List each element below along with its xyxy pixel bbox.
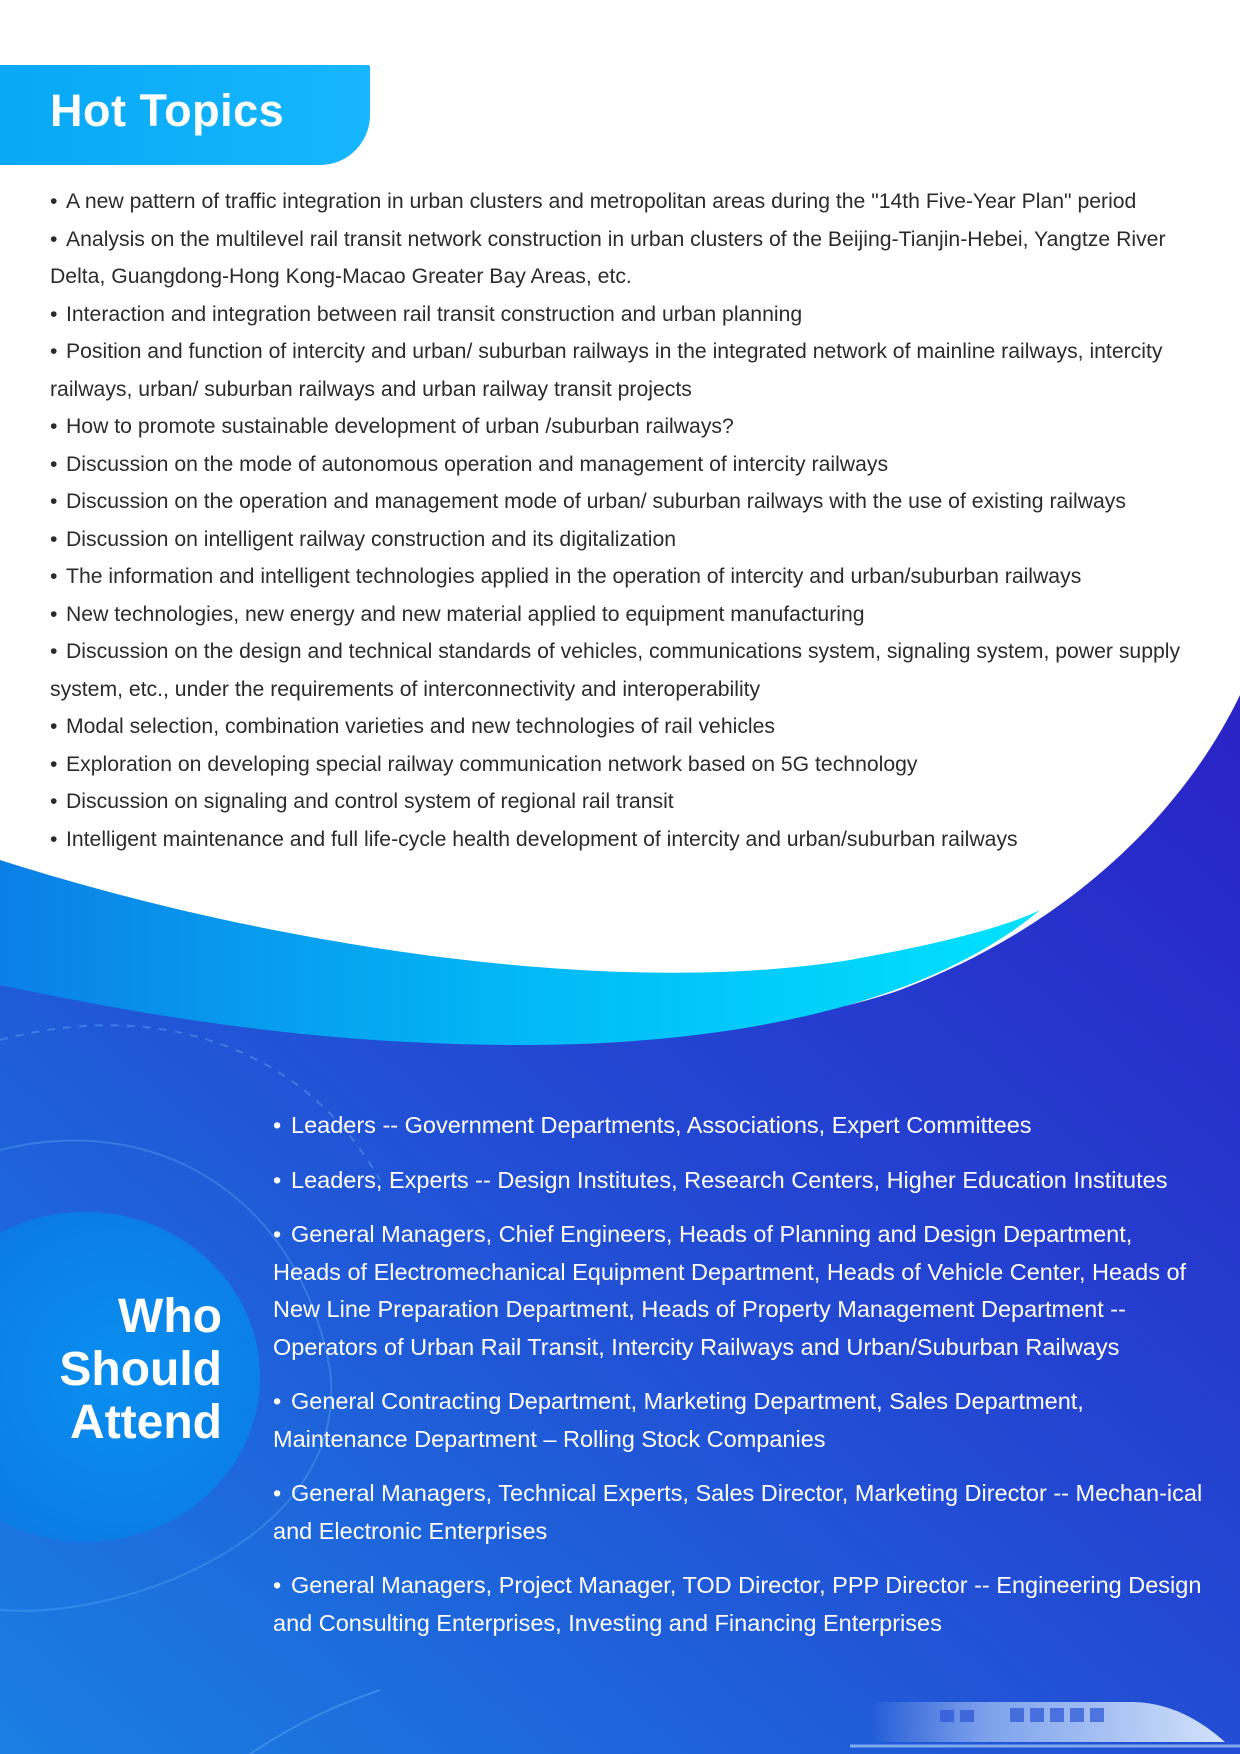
list-item: • Intelligent maintenance and full life-cycle health development of intercity and urban/suburban railways: [50, 821, 1200, 859]
bullet: •: [273, 1388, 282, 1414]
list-item: • A new pattern of traffic integration in urban clusters and metropolitan areas during the "14th Five-Year Plan" period: [50, 183, 1200, 221]
hot-topics-title: Hot Topics: [50, 85, 285, 136]
list-item: • Leaders, Experts -- Design Institutes, Research Centers, Higher Education Institutes: [273, 1162, 1203, 1200]
train-icon: [850, 1680, 1240, 1754]
title-line: Attend: [70, 1396, 222, 1449]
list-item: • Discussion on the design and technical standards of vehicles, communications system, signaling system, power supply system, etc., under the requirements of interconnectivity and interoperability: [50, 633, 1200, 708]
list-item: • New technologies, new energy and new material applied to equipment manufacturing: [50, 596, 1200, 634]
bullet: •: [50, 752, 58, 776]
bullet: •: [50, 602, 58, 626]
bullet: •: [50, 490, 58, 513]
list-item: • Discussion on signaling and control system of regional rail transit: [50, 783, 1200, 821]
list-item: • General Managers, Project Manager, TOD Director, PPP Director -- Engineering Design and Consulting Enterprises, Investing and Financing Enterprises: [273, 1567, 1203, 1642]
list-item: • Discussion on intelligent railway construction and its digitalization: [50, 521, 1200, 559]
list-item: • Interaction and integration between rail transit construction and urban planning: [50, 296, 1200, 334]
title-line: Who: [118, 1290, 222, 1343]
bullet: •: [50, 790, 58, 813]
bullet: •: [273, 1166, 282, 1193]
bullet: •: [50, 415, 58, 438]
bullet: •: [50, 527, 58, 551]
bullet: •: [273, 1221, 282, 1247]
list-item: • Leaders -- Government Departments, Associations, Expert Committees: [273, 1107, 1203, 1145]
who-should-attend-list: [273, 1107, 1203, 1659]
bullet: •: [273, 1572, 282, 1598]
list-item: • Position and function of intercity and urban/ suburban railways in the integrated network of mainline railways, intercity railways, urban/ suburban railways and urban railway transit projects: [50, 333, 1200, 408]
bullet: •: [50, 452, 58, 476]
list-item: • General Managers, Technical Experts, Sales Director, Marketing Director -- Mechan-ical and Electronic Enterprises: [273, 1475, 1203, 1550]
bullet: •: [50, 227, 58, 251]
bullet: •: [50, 715, 58, 738]
list-item: • General Contracting Department, Marketing Department, Sales Department, Maintenance Department – Rolling Stock Companies: [273, 1383, 1203, 1458]
bullet: •: [50, 302, 58, 326]
list-item: • The information and intelligent technologies applied in the operation of intercity and urban/suburban railways: [50, 558, 1200, 596]
list-item: • Discussion on the operation and management mode of urban/ suburban railways with the use of existing railways: [50, 483, 1200, 521]
who-should-attend-title: [59, 1290, 222, 1449]
list-item: • Modal selection, combination varieties and new technologies of rail vehicles: [50, 708, 1200, 746]
bullet: •: [273, 1112, 282, 1138]
bullet: •: [50, 827, 58, 851]
hot-topics-header: [0, 65, 370, 165]
bullet: •: [50, 190, 58, 213]
bullet: •: [50, 640, 58, 663]
list-item: • Discussion on the mode of autonomous operation and management of intercity railways: [50, 446, 1200, 484]
list-item: • Analysis on the multilevel rail transit network construction in urban clusters of the Beijing-Tianjin-Hebei, Yangtze River Delta, Guangdong-Hong Kong-Macao Greater Bay Areas, etc.: [50, 221, 1200, 296]
title-line: Should: [59, 1343, 222, 1396]
list-item: • General Managers, Chief Engineers, Heads of Planning and Design Department, Heads of Electromechanical Equipment Department, Heads of Vehicle Center, Heads of New Line Preparation Department, Heads of Property Management Department -- Operators of Urban Rail Transit, Intercity Railways and Urban/Suburban Railways: [273, 1216, 1203, 1366]
hot-topics-list: [50, 183, 1200, 858]
bullet: •: [50, 565, 58, 588]
list-item: • How to promote sustainable development of urban /suburban railways?: [50, 408, 1200, 446]
list-item: • Exploration on developing special railway communication network based on 5G technology: [50, 746, 1200, 784]
bullet: •: [50, 340, 58, 363]
bullet: •: [273, 1480, 282, 1506]
